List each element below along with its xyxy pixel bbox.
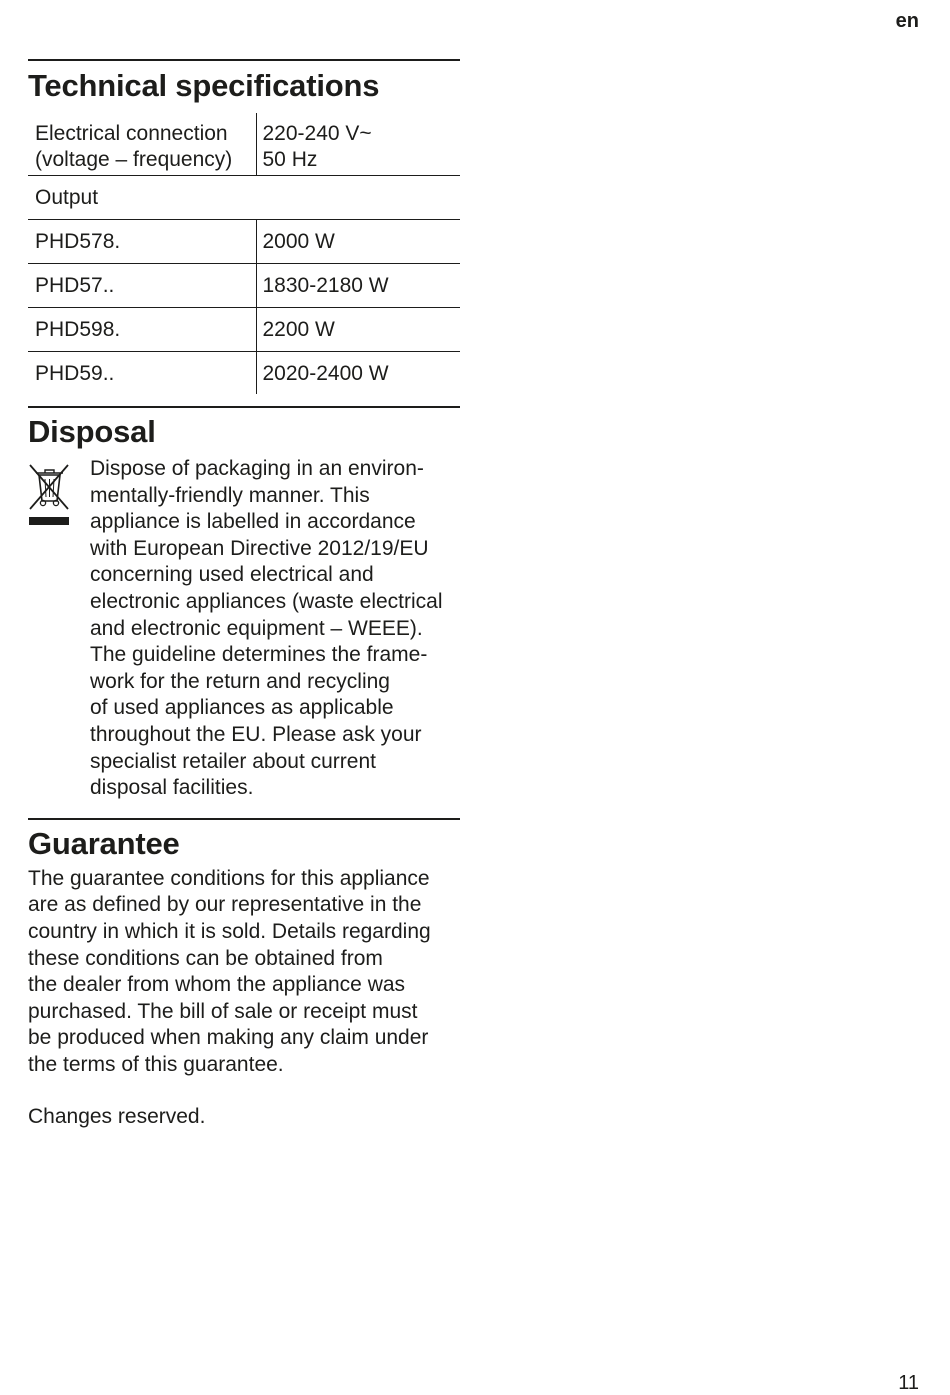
guarantee-section <box>28 818 460 1131</box>
disposal-line: disposal facilities. <box>90 776 254 800</box>
model-cell: PHD578. <box>28 219 256 263</box>
connection-label-line1: Electrical connection <box>35 122 228 145</box>
guarantee-line: The guarantee conditions for this appliance <box>28 866 430 890</box>
guarantee-line: be produced when making any claim under <box>28 1026 429 1050</box>
specifications-table <box>28 113 460 394</box>
disposal-section <box>28 406 460 802</box>
guarantee-title: Guarantee <box>28 825 180 861</box>
disposal-paragraph <box>28 454 460 802</box>
guarantee-line: these conditions can be obtained from <box>28 946 383 970</box>
disposal-line: specialist retailer about current <box>90 749 376 773</box>
disposal-title: Disposal <box>28 414 156 449</box>
disposal-line: and electronic equipment – WEEE). <box>90 616 423 640</box>
disposal-line: Dispose of packaging in an environ- <box>90 457 424 480</box>
language-code: en <box>895 10 919 32</box>
model-cell: PHD57.. <box>28 263 256 307</box>
section-rule <box>28 59 460 61</box>
model-cell: PHD59.. <box>35 361 115 385</box>
disposal-line: with European Directive 2012/19/EU <box>90 536 429 560</box>
disposal-line: The guideline determines the frame- <box>90 643 428 667</box>
disposal-line: electronic appliances (waste electrical <box>90 589 443 613</box>
disposal-line: throughout the EU. Please ask your <box>90 722 422 746</box>
disposal-line: work for the return and recycling <box>90 669 390 693</box>
guarantee-paragraph <box>28 866 460 1079</box>
power-cell: 1830-2180 W <box>256 263 460 307</box>
disposal-line: appliance is labelled in accordance <box>90 510 416 534</box>
disposal-line: of used appliances as applicable <box>90 696 394 720</box>
model-cell: PHD598. <box>28 307 256 351</box>
technical-specifications-section <box>28 59 460 394</box>
power-cell: 2200 W <box>256 307 460 351</box>
guarantee-line: the dealer from whom the appliance was <box>28 973 406 997</box>
weee-crossed-bin-icon <box>28 461 70 527</box>
disposal-body <box>28 454 460 802</box>
page-number: 11 <box>898 1372 919 1394</box>
connection-label-cell <box>28 113 256 175</box>
table-row <box>28 263 460 307</box>
disposal-line: concerning used electrical and <box>90 563 374 587</box>
section-rule <box>28 818 460 820</box>
connection-value-line2: 50 Hz <box>262 148 318 171</box>
section-rule <box>28 406 460 408</box>
table-row <box>28 351 460 394</box>
guarantee-line: are as defined by our representative in the <box>28 893 422 917</box>
table-row <box>28 175 460 219</box>
power-cell: 2020-2400 W <box>256 351 460 394</box>
table-row <box>28 219 460 263</box>
changes-reserved-note: Changes reserved. <box>28 1105 206 1129</box>
connection-value-line1: 220-240 V~ <box>262 122 372 145</box>
technical-specifications-title: Technical specifications <box>28 68 380 103</box>
connection-label-line2: (voltage – frequency) <box>35 148 233 171</box>
guarantee-line: purchased. The bill of sale or receipt must <box>28 999 418 1023</box>
table-row <box>28 113 460 175</box>
output-label-cell: Output <box>28 175 460 219</box>
guarantee-line: country in which it is sold. Details regarding <box>28 919 431 943</box>
power-cell: 2000 W <box>256 219 460 263</box>
content-column <box>28 59 460 1131</box>
disposal-line: mentally-friendly manner. This <box>90 483 370 507</box>
guarantee-line: the terms of this guarantee. <box>28 1052 284 1076</box>
connection-value-cell <box>256 113 460 175</box>
table-row <box>28 307 460 351</box>
